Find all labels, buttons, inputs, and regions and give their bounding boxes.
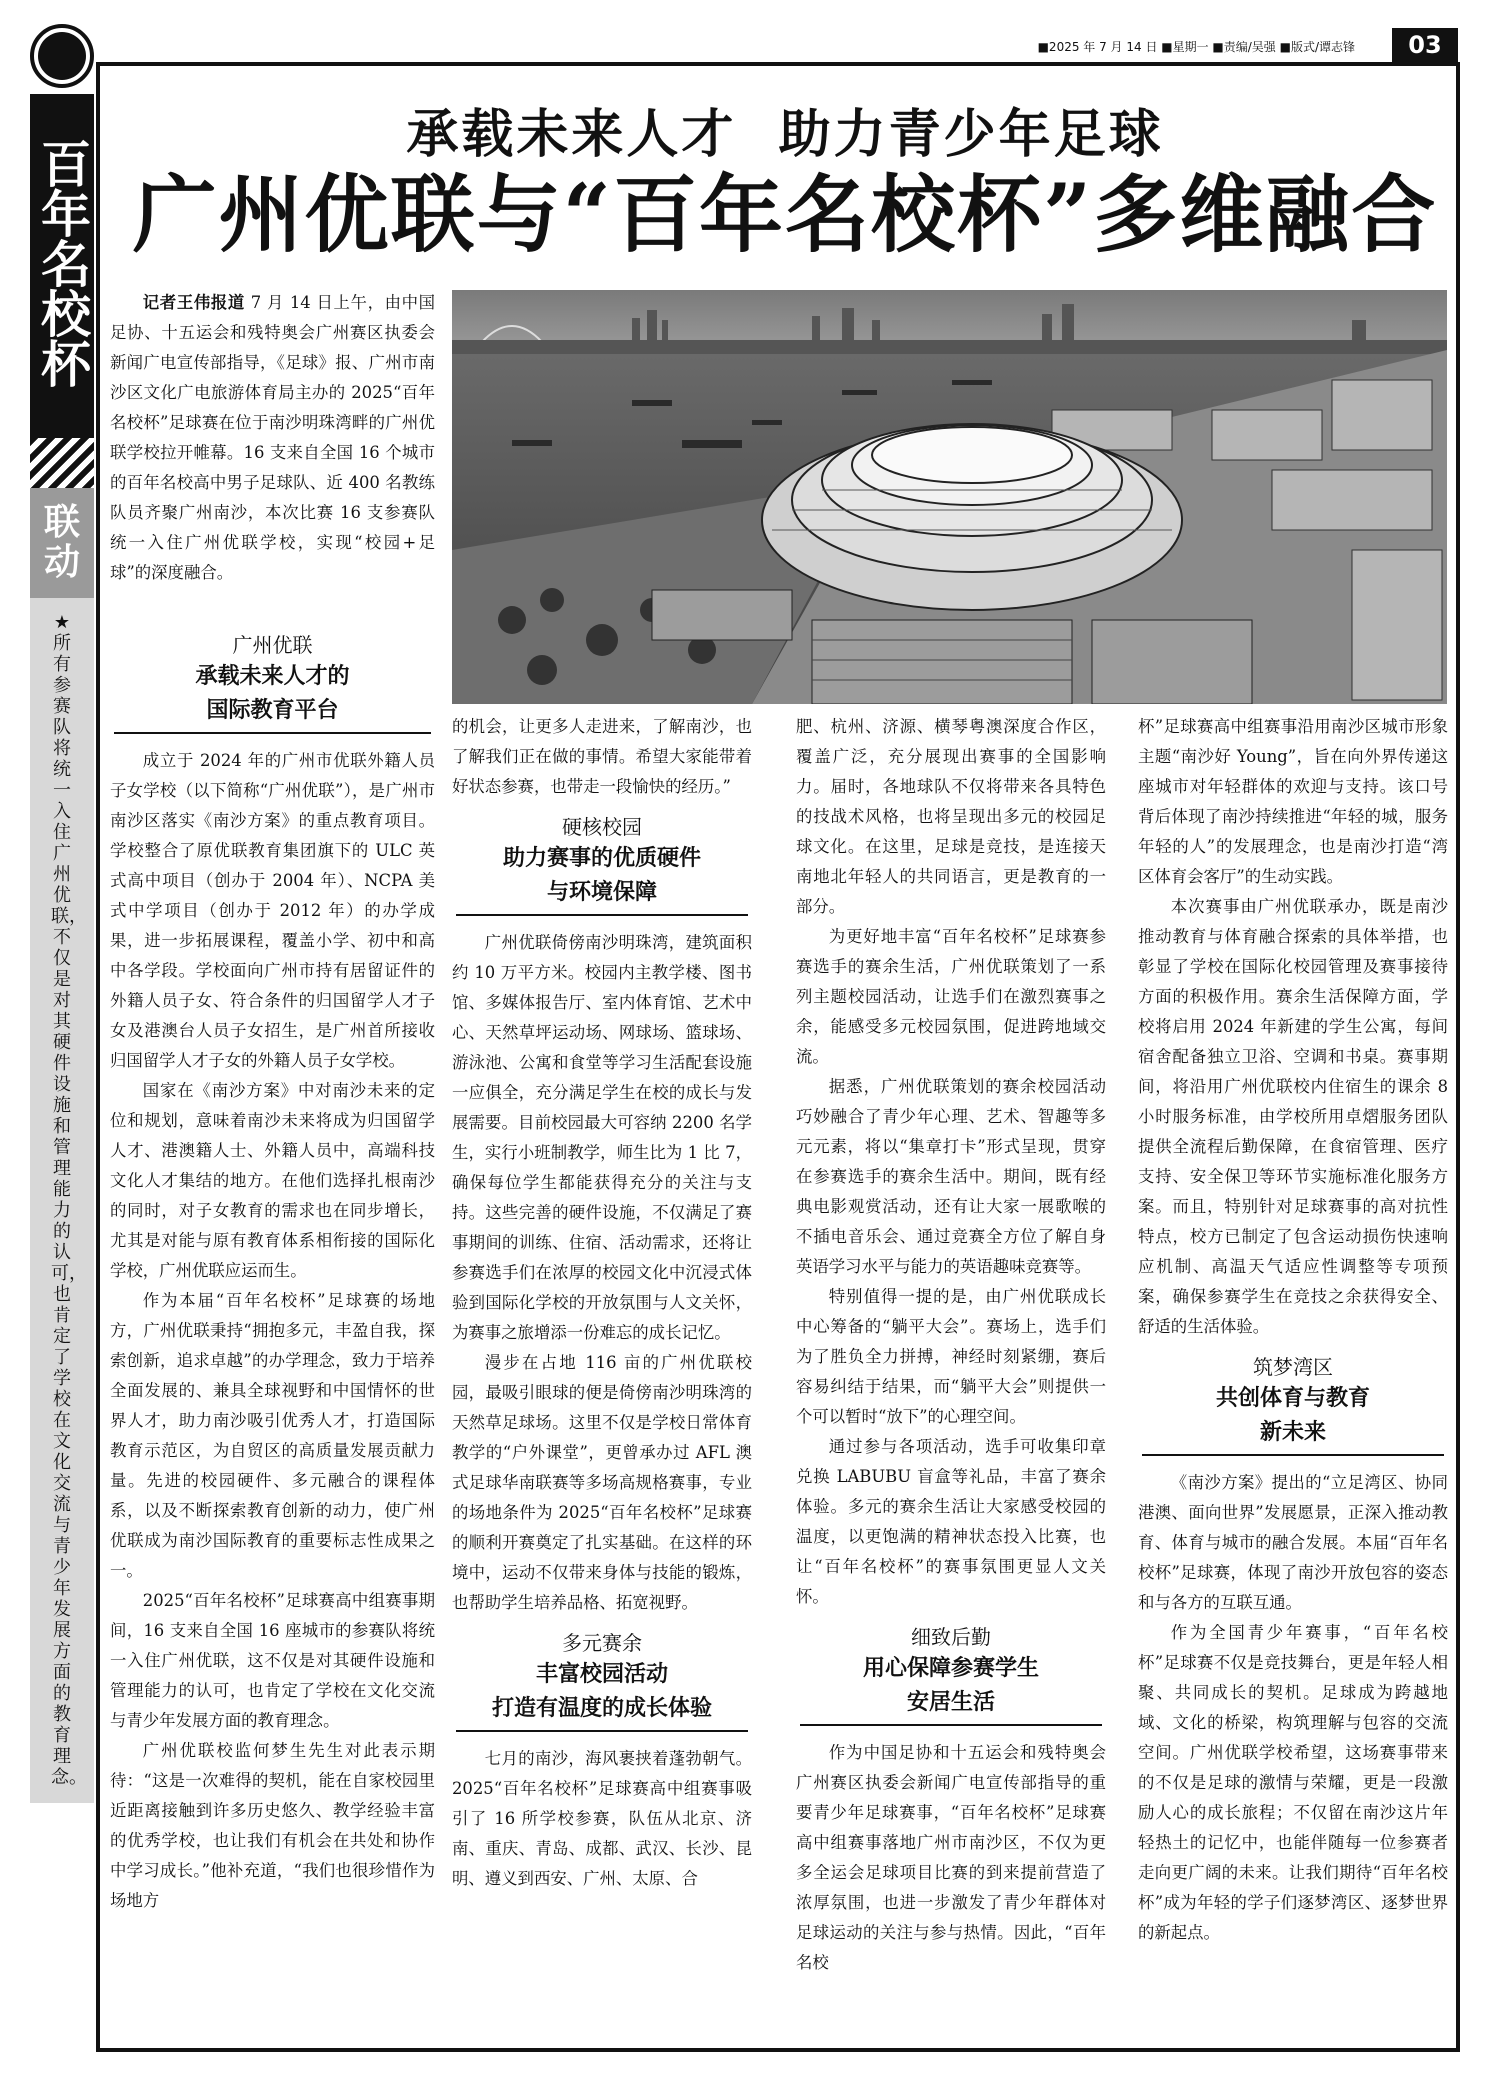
section-title: 新未来 bbox=[1259, 1420, 1326, 1445]
paragraph: 作为本届“百年名校杯”足球赛的场地方，广州优联秉持“拥抱多元，丰盈自我，探索创新，追求卓越”的办学理念，致力于培养全面发展的、兼具全球视野和中国情怀的世界人才，助力南沙吸引优秀人才，打造国际教育示范区，为自贸区的高质量发展贡献力量。先进的校园硬件、多元融合的课程体系，以及不断探索教育创新的动力，使广州优联成为南沙国际教育的重要标志性成果之一。 bbox=[110, 1291, 435, 1580]
intro-text: 7 月 14 日上午，由中国足协、十五运会和残特奥会广州赛区执委会新闻广电宣传部指导，《足球》报、广州市南沙区文化广电旅游体育局主办的 2025“百年名校杯”足球赛在位于南沙明珠湾畔的广州优联学校拉开帷幕。16 支来自全国 16 个城市的百年名校高中男子足球队、近 400 名教练队员齐聚广州南沙，本次比赛 16 支参赛队统一入住广州优联学校，实现“校园+足球”的深度融合。 bbox=[110, 293, 436, 582]
side-tag-label: 联动 bbox=[43, 502, 80, 583]
paragraph: 通过参与各项活动，选手可收集印章兑换 LABUBU 盲盒等礼品，丰富了赛余体验。多元的赛余生活让大家感受校园的温度，以更饱满的精神状态投入比赛，也让“百年名校杯”的赛事氛围更显人文关怀。 bbox=[796, 1437, 1106, 1606]
section-kicker: 硬核校园 bbox=[562, 815, 642, 839]
section-title: 国际教育平台 bbox=[206, 698, 339, 723]
section-heading-4 bbox=[796, 1622, 1106, 1726]
headline-kicker: 承载未来人才 助力青少年足球 bbox=[406, 105, 1164, 165]
column-1 bbox=[110, 620, 435, 1916]
section-kicker: 筑梦湾区 bbox=[1253, 1355, 1333, 1379]
paragraph: 七月的南沙，海风裹挟着蓬勃朝气。2025“百年名校杯”足球赛高中组赛事吸引了 16 所学校参赛，队伍从北京、济南、重庆、青岛、成都、武汉、长沙、昆明、遵义到西安、广州、太原、合 bbox=[452, 1749, 752, 1888]
section-title: 共创体育与教育 bbox=[1215, 1386, 1370, 1411]
paragraph: 作为全国青少年赛事，“百年名校杯”足球赛不仅是竞技舞台，更是年轻人相聚、共同成长的契机。足球成为跨越地域、文化的桥梁，构筑理解与包容的交流空间。广州优联学校希望，这场赛事带来的不仅是足球的激情与荣耀，更是一段激励人心的成长旅程；不仅留在南沙这片年轻热土的记忆中，也能伴随每一位参赛者走向更广阔的未来。让我们期待“百年名校杯”成为年轻的学子们逐梦湾区、逐梦世界的新起点。 bbox=[1138, 1623, 1448, 1942]
intro-paragraph bbox=[110, 288, 435, 588]
paragraph: 作为中国足协和十五运会和残特奥会广州赛区执委会新闻广电宣传部指导的重要青少年足球赛事，“百年名校杯”足球赛高中组赛事落地广州市南沙区，不仅为更多全运会足球项目比赛的到来提前营造了浓厚氛围，也进一步激发了青少年群体对足球运动的关注与参与热情。因此，“百年名校 bbox=[796, 1743, 1106, 1972]
page-number: 03 bbox=[1392, 28, 1458, 62]
section-heading-3 bbox=[452, 1628, 752, 1732]
side-note-text: ★所有参赛队将统一入住广州优联，不仅是对其硬件设施和管理能力的认可，也肯定了学校在文化交流与青少年发展方面的教育理念。 bbox=[51, 612, 87, 1788]
side-title: 百年名校杯 bbox=[30, 94, 94, 438]
paragraph: 据悉，广州优联策划的赛余校园活动巧妙融合了青少年心理、艺术、智趣等多元元素，将以“集章打卡”形式呈现，贯穿在参赛选手的赛余生活中。期间，既有经典电影观赏活动，还有让大家一展歌喉的不插电音乐会、通过竞赛全方位了解自身英语学习水平与能力的英语趣味竞赛等。 bbox=[796, 1077, 1106, 1276]
header-meta: ■2025 年 7 月 14 日 ■星期一 ■责编/吴强 ■版式/谭志锋 bbox=[1037, 40, 1355, 54]
paragraph: 肥、杭州、济源、横琴粤澳深度合作区，覆盖广泛，充分展现出赛事的全国影响力。届时，各地球队不仅将带来各具特色的技战术风格，也将呈现出多元的校园足球文化。在这里，足球是竞技，是连接天南地北年轻人的共同语言，更是教育的一部分。 bbox=[796, 717, 1106, 916]
paragraph: 特别值得一提的是，由广州优联成长中心筹备的“躺平大会”。赛场上，选手们为了胜负全力拼搏，神经时刻紧绷，赛后容易纠结于结果，而“躺平大会”则提供一个可以暂时“放下”的心理空间。 bbox=[796, 1287, 1106, 1426]
side-column bbox=[30, 24, 94, 1803]
paragraph: 广州优联倚傍南沙明珠湾，建筑面积约 10 万平方米。校园内主教学楼、图书馆、多媒体报告厅、室内体育馆、艺术中心、天然草坪运动场、网球场、篮球场、游泳池、公寓和食堂等学习生活配套设施一应俱全，充分满足学生在校的成长与发展需要。目前校园最大可容纳 2200 名学生，实行小班制教学，师生比为 1 比 7，确保每位学生都能获得充分的关注与支持。这些完善的硬件设施，不仅满足了赛事期间的训练、住宿、活动需求，还将让参赛选手们在浓厚的校园文化中沉浸式体验到国际化学校的开放氛围与人文关怀，为赛事之旅增添一份难忘的成长记忆。 bbox=[452, 933, 752, 1342]
column-3 bbox=[796, 712, 1106, 1978]
paragraph: 国家在《南沙方案》中对南沙未来的定位和规划，意味着南沙未来将成为归国留学人才、港澳籍人士、外籍人员中，高端科技文化人才集结的地方。在他们选择扎根南沙的同时，对子女教育的需求也在同步增长，尤其是对能与原有教育体系相衔接的国际化学校，广州优联应运而生。 bbox=[110, 1081, 435, 1280]
section-kicker: 细致后勤 bbox=[911, 1625, 991, 1649]
side-tag bbox=[30, 488, 94, 598]
side-note bbox=[30, 598, 94, 1803]
paragraph: 成立于 2024 年的广州市优联外籍人员子女学校（以下简称“广州优联”），是广州市南沙区落实《南沙方案》的重点教育项目。学校整合了原优联教育集团旗下的 ULC 英式高中项目（创办于 2004 年）、NCPA 美式中学项目（创办于 2012 年）的办学成果，进一步拓展课程，覆盖小学、初中和高中各学段。学校面向广州市持有居留证件的外籍人员子女、符合条件的归国留学人才子女及港澳台人员子女招生，是广州首所接收归国留学人才子女的外籍人员子女学校。 bbox=[110, 751, 435, 1070]
section-title: 与环境保障 bbox=[546, 880, 657, 905]
section-kicker: 广州优联 bbox=[232, 633, 313, 657]
section-title: 助力赛事的优质硬件 bbox=[502, 846, 701, 871]
column-4 bbox=[1138, 712, 1448, 1948]
section-heading-5 bbox=[1138, 1352, 1448, 1456]
paragraph: 的机会，让更多人走进来，了解南沙，也了解我们正在做的事情。希望大家能带着好状态参赛，也带走一段愉快的经历。” bbox=[452, 717, 752, 796]
section-title: 打造有温度的成长体验 bbox=[491, 1696, 712, 1721]
paragraph: 杯”足球赛高中组赛事沿用南沙区城市形象主题“南沙好 Young”，旨在向外界传递这座城市对年轻群体的欢迎与支持。该口号背后体现了南沙持续推进“年轻的城，服务年轻的人”的发展理念，也是南沙打造“湾区体育会客厅”的生动实践。 bbox=[1138, 717, 1448, 886]
logo-icon bbox=[30, 24, 94, 88]
campus-aerial-image bbox=[452, 290, 1447, 704]
section-title: 用心保障参赛学生 bbox=[862, 1656, 1039, 1681]
section-title: 丰富校园活动 bbox=[535, 1662, 668, 1687]
paragraph: 2025“百年名校杯”足球赛高中组赛事期间，16 支来自全国 16 座城市的参赛队将统一入住广州优联，这不仅是对其硬件设施和管理能力的认可，也肯定了学校在文化交流与青少年发展方面的教育理念。 bbox=[110, 1591, 435, 1730]
column-2 bbox=[452, 712, 752, 1894]
paragraph: 漫步在占地 116 亩的广州优联校园，最吸引眼球的便是倚傍南沙明珠湾的天然草足球场。这里不仅是学校日常体育教学的“户外课堂”，更曾承办过 AFL 澳式足球华南联赛等多场高规格赛事，专业的场地条件为 2025“百年名校杯”足球赛的顺利开赛奠定了扎实基础。在这样的环境中，运动不仅带来身体与技能的锻炼，也帮助学生培养品格、拓宽视野。 bbox=[452, 1353, 752, 1612]
paragraph: 《南沙方案》提出的“立足湾区、协同港澳、面向世界”发展愿景，正深入推动教育、体育与城市的融合发展。本届“百年名校杯”足球赛，体现了南沙开放包容的姿态和与各方的互联互通。 bbox=[1138, 1473, 1448, 1612]
section-heading-2 bbox=[452, 812, 752, 916]
section-kicker: 多元赛余 bbox=[562, 1631, 642, 1655]
paragraph: 为更好地丰富“百年名校杯”足球赛参赛选手的赛余生活，广州优联策划了一系列主题校园活动，让选手们在激烈赛事之余，能感受多元校园氛围，促进跨地域交流。 bbox=[796, 927, 1106, 1066]
side-stripes bbox=[30, 438, 94, 488]
section-title: 安居生活 bbox=[906, 1690, 995, 1715]
paragraph: 广州优联校监何梦生先生对此表示期待：“这是一次难得的契机，能在自家校园里近距离接触到许多历史悠久、教学经验丰富的优秀学校，也让我们有机会在共处和协作中学习成长。”他补充道，“我们也很珍惜作为场地方 bbox=[110, 1741, 435, 1910]
paragraph: 本次赛事由广州优联承办，既是南沙推动教育与体育融合探索的具体举措，也彰显了学校在国际化校园管理及赛事接待方面的积极作用。赛余生活保障方面，学校将启用 2024 年新建的学生公寓，每间宿舍配备独立卫浴、空调和书桌。赛事期间，将沿用广州优联校内住宿生的课余 8 小时服务标准，由学校所用卓熠服务团队提供全流程后勤保障，在食宿管理、医疗支持、安全保卫等环节实施标准化服务方案。而且，特别针对足球赛事的高对抗性特点，校方已制定了包含运动损伤快速响应机制、高温天气适应性调整等专项预案，确保参赛学生在竞技之余获得安全、舒适的生活体验。 bbox=[1138, 897, 1448, 1336]
section-title: 承载未来人才的 bbox=[195, 664, 350, 689]
section-heading-1 bbox=[110, 630, 435, 734]
headline-title: 广州优联与“百年名校杯”多维融合 bbox=[132, 165, 1438, 264]
byline: 记者王伟报道 bbox=[142, 293, 245, 312]
campus-photo bbox=[452, 290, 1447, 704]
